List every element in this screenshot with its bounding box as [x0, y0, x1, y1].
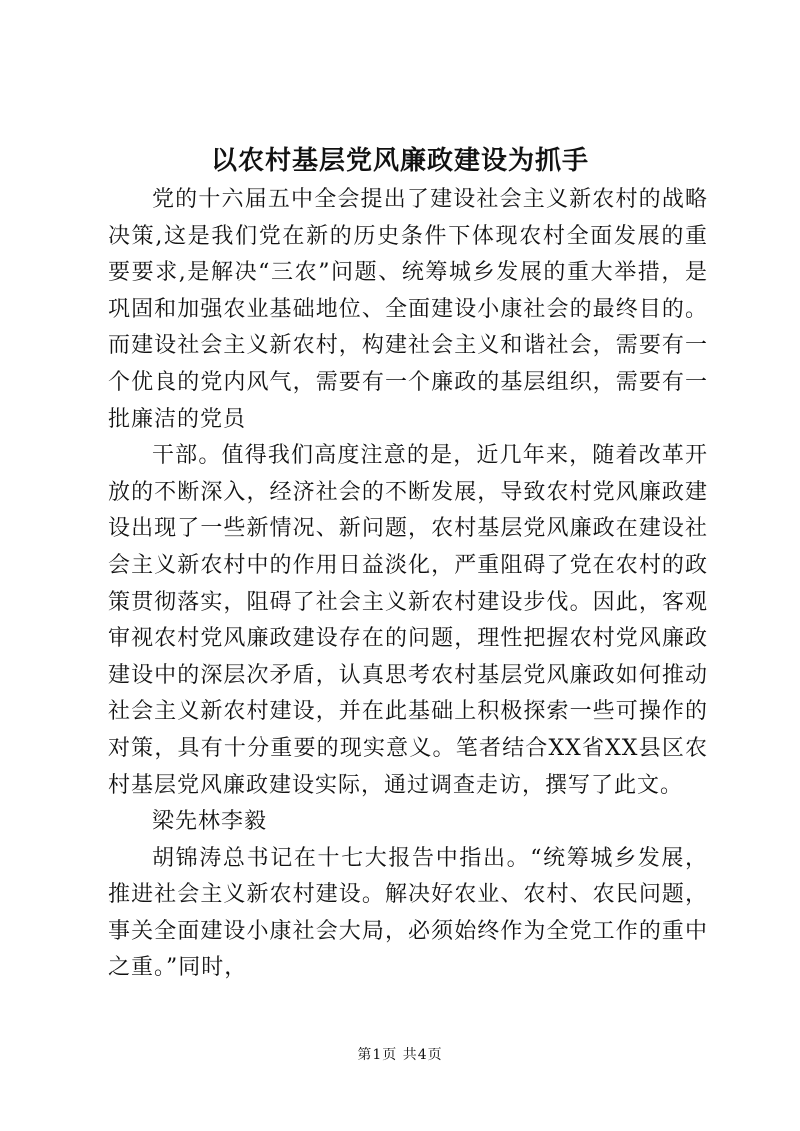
paragraph-1: 党的十六届五中全会提出了建设社会主义新农村的战略决策,这是我们党在新的历史条件下体现农村全面发展的重要要求,是解决“三农”问题、统筹城乡发展的重大举措，是巩固和加强农业基础地位、全面建设小康社会的最终目的。而建设社会主义新农村，构建社会主义和谐社会，需要有一个优良的党内风气，需要有一个廉政的基层组织，需要有一批廉洁的党员: [108, 187, 708, 432]
author-line: 梁先林李毅: [152, 809, 268, 835]
paragraph-3: 胡锦涛总书记在十七大报告中指出。“统筹城乡发展，推进社会主义新农村建设。解决好农业、农村、农民问题，事关全面建设小康社会大局，必须始终作为全党工作的重中之重。”同时，: [108, 845, 708, 981]
page-number-footer: 第1页 共4页: [357, 1047, 443, 1063]
paragraph-2: 干部。值得我们高度注意的是，近几年来，随着改革开放的不断深入，经济社会的不断发展，导致农村党风廉政建设出现了一些新情况、新问题，农村基层党风廉政在建设社会主义新农村中的作用日益淡化，严重阻碍了党在农村的政策贯彻落实，阻碍了社会主义新农村建设步伐。因此，客观审视农村党风廉政建设存在的问题，理性把握农村党风廉政建设中的深层次矛盾，认真思考农村基层党风廉政如何推动社会主义新农村建设，并在此基础上积极探索一些可操作的对策，具有十分重要的现实意义。笔者结合XX省XX县区农村基层党风廉政建设实际，通过调查走访，撰写了此文。: [108, 443, 708, 798]
document-body: [108, 182, 708, 987]
document-title: 以农村基层党风廉政建设为抓手: [210, 146, 589, 176]
